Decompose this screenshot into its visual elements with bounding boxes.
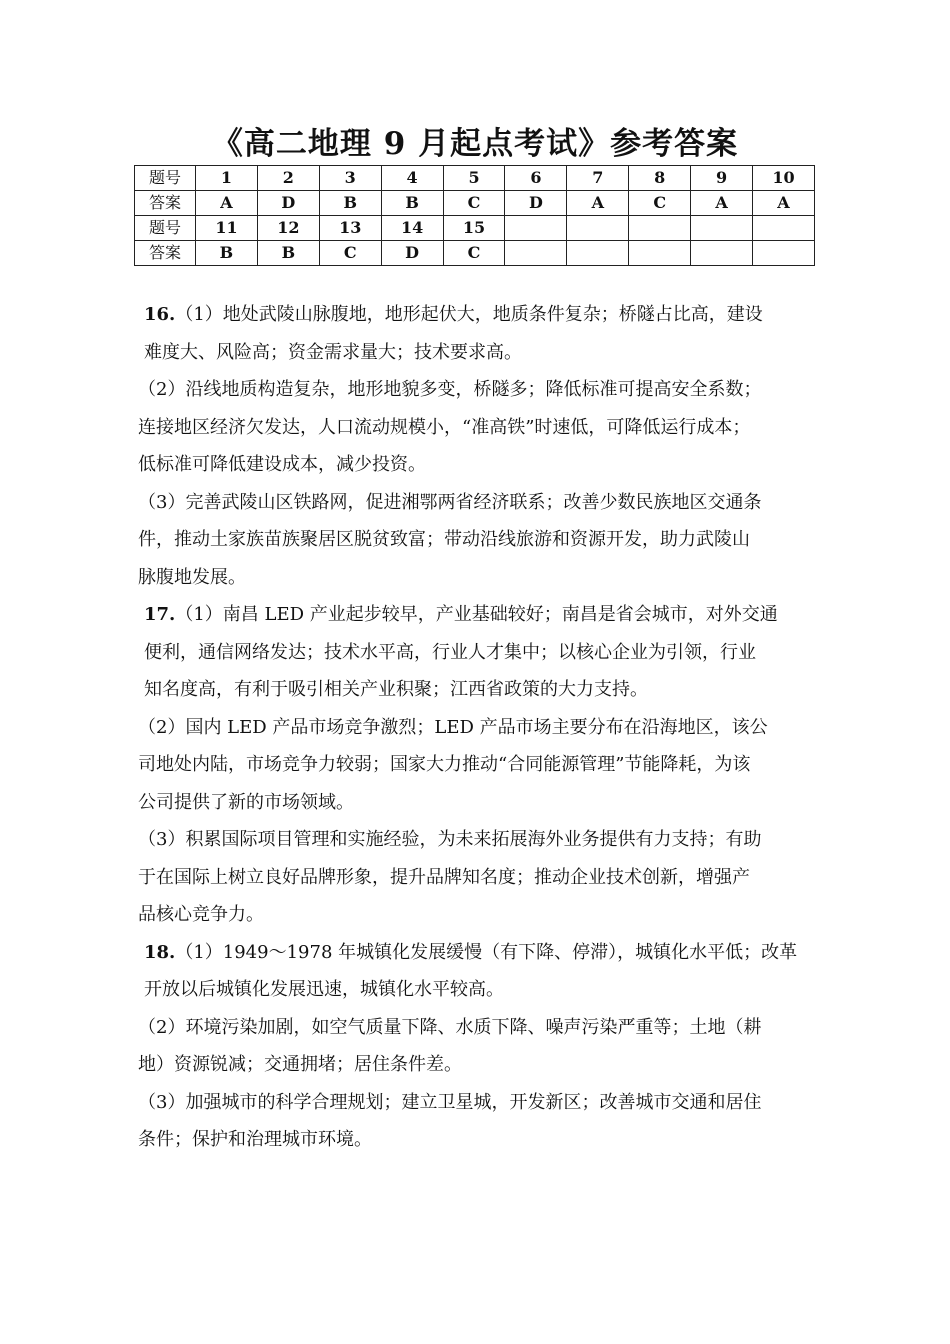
table-cell: A [691, 191, 753, 216]
table-cell: 15 [443, 216, 505, 241]
table-row-label: 答案 [135, 191, 196, 216]
table-cell: 13 [319, 216, 381, 241]
table-cell: A [567, 191, 629, 216]
table-cell: D [381, 241, 443, 266]
q18-number: 18. [144, 941, 176, 963]
table-cell [753, 216, 815, 241]
table-row-label: 题号 [135, 216, 196, 241]
table-cell [567, 241, 629, 266]
table-cell: 14 [381, 216, 443, 241]
page-title: 《高二地理 9 月起点考试》参考答案 [211, 126, 739, 162]
answer-table [134, 165, 815, 266]
table-row [135, 216, 815, 241]
table-cell: C [443, 191, 505, 216]
table-cell: 8 [629, 166, 691, 191]
table-cell: 1 [196, 166, 258, 191]
table-cell [505, 241, 567, 266]
q16-part3: （3）完善武陵山区铁路网，促进湘鄂两省经济联系；改善少数民族地区交通条 件，推动土家族苗族聚居区脱贫致富；带动沿线旅游和资源开发，助力武陵山 脉腹地发展。 [138, 491, 762, 588]
table-cell: 3 [319, 166, 381, 191]
table-cell [567, 216, 629, 241]
q17-part2: （2）国内 LED 产品市场竞争激烈；LED 产品市场主要分布在沿海地区，该公 司地处内陆，市场竞争力较弱；国家大力推动“合同能源管理”节能降耗，为该 公司提供了新的市场领域。 [138, 716, 768, 813]
table-cell [753, 241, 815, 266]
table-row-label: 题号 [135, 166, 196, 191]
table-cell: B [257, 241, 319, 266]
q18-part2: （2）环境污染加剧，如空气质量下降、水质下降、噪声污染严重等；土地（耕 地）资源锐减；交通拥堵；居住条件差。 [138, 1016, 762, 1075]
table-cell: B [319, 191, 381, 216]
table-cell: 7 [567, 166, 629, 191]
table-cell [629, 241, 691, 266]
table-cell: 6 [505, 166, 567, 191]
table-cell [691, 216, 753, 241]
table-cell: 4 [381, 166, 443, 191]
table-cell: 12 [257, 216, 319, 241]
q16-part1: 16.（1）地处武陵山脉腹地，地形起伏大，地质条件复杂；桥隧占比高，建设 难度大、风险高；资金需求量大；技术要求高。 [144, 304, 763, 363]
table-cell: B [196, 241, 258, 266]
q18-part3: （3）加强城市的科学合理规划；建立卫星城，开发新区；改善城市交通和居住 条件；保护和治理城市环境。 [138, 1091, 762, 1150]
table-cell: 2 [257, 166, 319, 191]
q17-part1: 17.（1）南昌 LED 产业起步较早，产业基础较好；南昌是省会城市，对外交通 便利，通信网络发达；技术水平高，行业人才集中；以核心企业为引领，行业 知名度高，有利于吸引相关产业积聚；江西省政策的大力支持。 [144, 604, 778, 700]
table-cell [505, 216, 567, 241]
q16-part2: （2）沿线地质构造复杂，地形地貌多变，桥隧多；降低标准可提高安全系数； 连接地区经济欠发达，人口流动规模小，“准高铁”时速低，可降低运行成本； 低标准可降低建设成本，减少投资。 [138, 379, 762, 475]
q18-part1: 18.（1）1949～1978 年城镇化发展缓慢（有下降、停滞），城镇化水平低；改革 开放以后城镇化发展迅速，城镇化水平较高。 [144, 941, 798, 1000]
table-cell: 10 [753, 166, 815, 191]
table-row [135, 241, 815, 266]
q17-number: 17. [144, 604, 176, 625]
table-cell [629, 216, 691, 241]
table-cell: A [753, 191, 815, 216]
table-row [135, 191, 815, 216]
table-cell: 9 [691, 166, 753, 191]
table-cell: D [505, 191, 567, 216]
table-cell: 11 [196, 216, 258, 241]
table-cell: C [443, 241, 505, 266]
table-row-label: 答案 [135, 241, 196, 266]
table-cell: C [629, 191, 691, 216]
table-cell [691, 241, 753, 266]
table-cell: A [196, 191, 258, 216]
table-row [135, 166, 815, 191]
answer-body [138, 296, 824, 1159]
q17-part3: （3）积累国际项目管理和实施经验，为未来拓展海外业务提供有力支持；有助 于在国际上树立良好品牌形象，提升品牌知名度；推动企业技术创新，增强产 品核心竞争力。 [138, 829, 762, 925]
table-cell: C [319, 241, 381, 266]
table-cell: 5 [443, 166, 505, 191]
table-cell: D [257, 191, 319, 216]
table-cell: B [381, 191, 443, 216]
q16-number: 16. [144, 304, 176, 325]
